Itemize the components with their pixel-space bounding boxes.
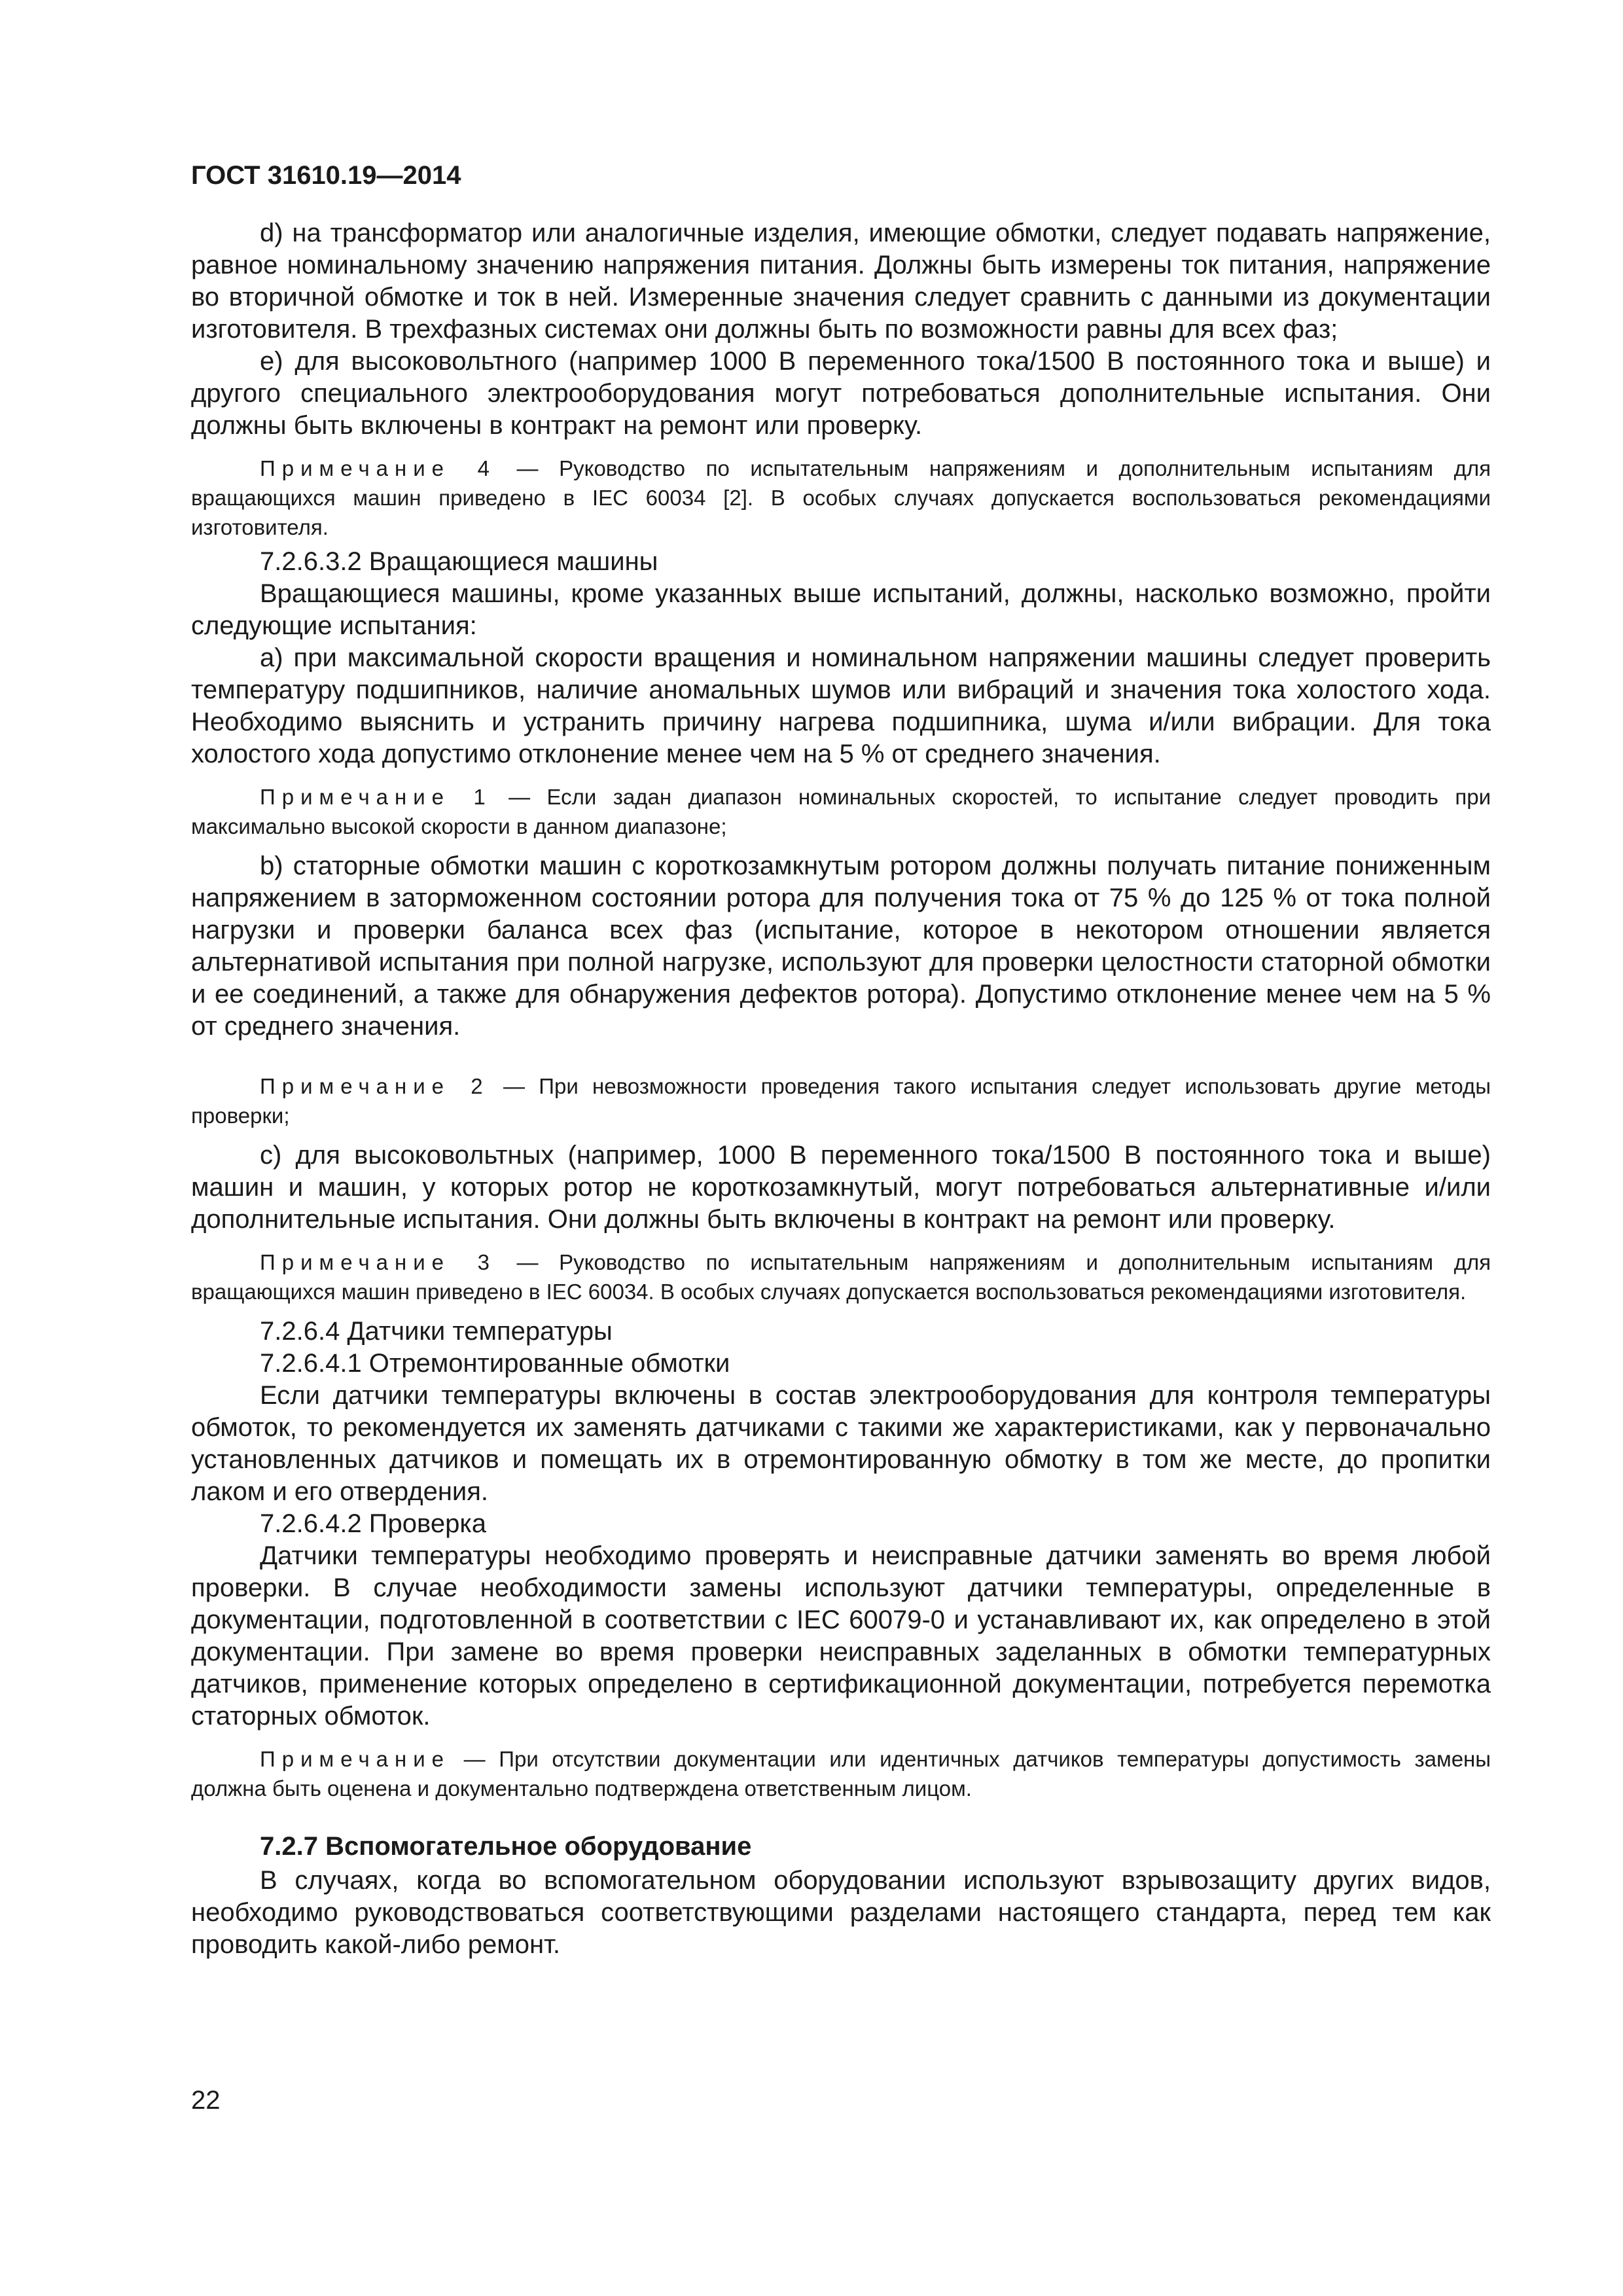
paragraph-auxiliary: В случаях, когда во вспомогательном оборудовании используют взрывозащиту других видов, необходимо руководствоваться соответствующими разделами настоящего стандарта, перед тем как проводить какой-либо ремонт. bbox=[191, 1866, 1491, 1959]
note-label: Примечание 1 bbox=[260, 785, 492, 809]
page-number: 22 bbox=[191, 2086, 221, 2115]
section-7-2-7-heading: 7.2.7 Вспомогательное оборудование bbox=[260, 1832, 752, 1861]
note-label: Примечание bbox=[260, 1747, 451, 1771]
paragraph-rotating-intro: Вращающиеся машины, кроме указанных выше испытаний, должны, насколько возможно, пройти следующие испытания: bbox=[191, 579, 1491, 640]
note-3 bbox=[191, 1247, 1491, 1306]
note-label: Примечание 4 bbox=[260, 456, 496, 480]
note-4 bbox=[191, 454, 1491, 542]
paragraph-c: c) для высоковольтных (например, 1000 В переменного тока/1500 В постоянного тока и выше) машин и машин, у которых ротор не короткозамкнутый, могут потребоваться альтернативные и/или дополнительные испытания. Они должны быть включены в контракт на ремонт или проверку. bbox=[191, 1141, 1491, 1234]
paragraph-e: e) для высоковольтного (например 1000 В переменного тока/1500 В постоянного тока и выше) и другого специального электрооборудования могут потребоваться дополнительные испытания. Они должны быть включены в контракт на ремонт или проверку. bbox=[191, 347, 1491, 440]
note-text: — Руководство по испытательным напряжениям и дополнительным испытаниям для вращающихся машин приведено в IEC 60034 [2]. В особых случаях допускается воспользоваться рекомендациями изготовителя. bbox=[191, 456, 1491, 539]
section-7-2-6-4-heading: 7.2.6.4 Датчики температуры bbox=[260, 1317, 613, 1346]
paragraph-d: d) на трансформатор или аналогичные изделия, имеющие обмотки, следует подавать напряжение, равное номинальному значению напряжения питания. Должны быть измерены ток питания, напряжение во вторичной обмотке и ток в ней. Измеренные значения следует сравнить с данными из документации изготовителя. В трехфазных системах они должны быть по возможности равны для всех фаз; bbox=[191, 219, 1491, 344]
paragraph-a: a) при максимальной скорости вращения и номинальном напряжении машины следует проверить температуру подшипников, наличие аномальных шумов или вибраций и значения тока холостого хода. Необходимо выяснить и устранить причину нагрева подшипника, шума и/или вибрации. Для тока холостого хода допустимо отклонение менее чем на 5 % от среднего значения. bbox=[191, 643, 1491, 768]
note-text: — При отсутствии документации или идентичных датчиков температуры допустимость замены должна быть оценена и документально подтверждена ответственным лицом. bbox=[191, 1747, 1491, 1801]
note-label: Примечание 3 bbox=[260, 1250, 496, 1274]
note-text: — При невозможности проведения такого испытания следует использовать другие методы проверки; bbox=[191, 1074, 1491, 1128]
paragraph-sensors: Если датчики температуры включены в состав электрооборудования для контроля температуры обмоток, то рекомендуется их заменять датчиками с такими же характеристиками, как у первоначально установленных датчиков и помещать их в отремонтированную обмотку в том же месте, до пропитки лаком и его отвердения. bbox=[191, 1381, 1491, 1506]
note-text: — Если задан диапазон номинальных скоростей, то испытание следует проводить при максимально высокой скорости в данном диапазоне; bbox=[191, 785, 1491, 838]
note-2 bbox=[191, 1071, 1491, 1130]
section-7-2-6-4-1-heading: 7.2.6.4.1 Отремонтированные обмотки bbox=[260, 1349, 730, 1378]
document-page bbox=[191, 157, 1491, 1961]
document-header: ГОСТ 31610.19—2014 bbox=[191, 161, 461, 190]
section-7-2-6-4-2-heading: 7.2.6.4.2 Проверка bbox=[260, 1509, 486, 1538]
note-label: Примечание 2 bbox=[260, 1074, 490, 1098]
paragraph-b: b) статорные обмотки машин с короткозамкнутым ротором должны получать питание пониженным напряжением в заторможенном состоянии ротора для получения тока от 75 % до 125 % от тока полной нагрузки и проверки баланса всех фаз (испытание, которое в некотором отношении является альтернативой испытания при полной нагрузке, используют для проверки целостности статорной обмотки и ее соединений, а также для обнаружения дефектов ротора). Допустимо отклонение менее чем на 5 % от среднего значения. bbox=[191, 852, 1491, 1041]
paragraph-check: Датчики температуры необходимо проверять и неисправные датчики заменять во время любой проверки. В случае необходимости замены используют датчики температуры, определенные в документации, подготовленной в соответствии с IEC 60079-0 и устанавливают их, как определено в этой документации. При замене во время проверки неисправных заделанных в обмотки температурных датчиков, применение которых определено в сертификационной документации, потребуется перемотка статорных обмоток. bbox=[191, 1541, 1491, 1731]
note-text: — Руководство по испытательным напряжениям и дополнительным испытаниям для вращающихся машин приведено в IEC 60034. В особых случаях допускается воспользоваться рекомендациями изготовителя. bbox=[191, 1250, 1491, 1304]
note-5 bbox=[191, 1744, 1491, 1803]
section-7-2-6-3-2-heading: 7.2.6.3.2 Вращающиеся машины bbox=[260, 547, 658, 576]
note-1 bbox=[191, 782, 1491, 841]
